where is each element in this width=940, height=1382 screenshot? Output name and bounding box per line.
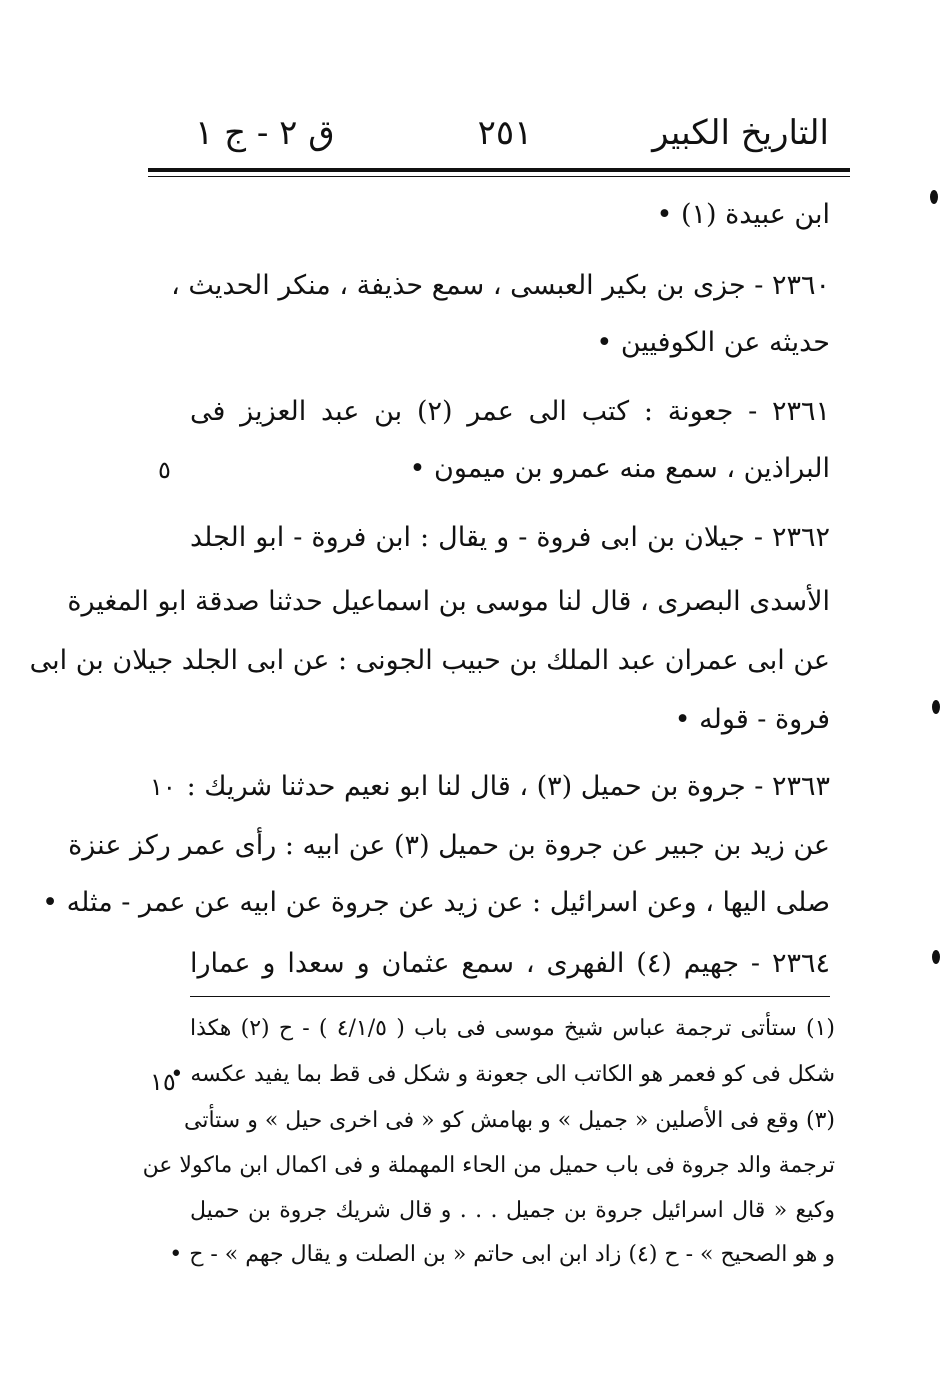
footnote-line: ترجمة والد جروة فى باب حميل من الحاء المهملة و فى اكمال ابن ماكولا عن bbox=[142, 1153, 835, 1178]
footnote-line: (٣) وقع فى الأصلين « جميل » و بهامش كو « فى اخرى حيل » و ستأتى bbox=[183, 1108, 835, 1133]
body-line: الأسدى البصرى ، قال لنا موسى بن اسماعيل حدثنا صدقة ابو المغيرة bbox=[67, 586, 830, 617]
running-title: التاريخ الكبير bbox=[652, 113, 829, 153]
scan-speck bbox=[932, 700, 940, 714]
entry-2361-line: ٢٣٦١ - جعونة : كتب الى عمر (٢) بن عبد العزيز فى bbox=[190, 396, 830, 427]
body-line: حديثه عن الكوفيين • bbox=[596, 327, 830, 358]
body-line: عن ابى عمران عبد الملك بن حبيب الجونى : عن ابى الجلد جيلان بن ابى bbox=[29, 645, 830, 676]
body-line: البراذين ، سمع منه عمرو بن ميمون • bbox=[409, 453, 830, 484]
body-line: فروة - قوله • bbox=[674, 704, 830, 735]
scan-speck bbox=[932, 950, 940, 964]
footnote-line: و هو الصحيح » - ح (٤) زاد ابن ابى حاتم « بن الصلت و يقال جهم » - ح • bbox=[169, 1242, 835, 1267]
entry-2360-line: ٢٣٦٠ - جزى بن بكير العبسى ، سمع حذيفة ، منكر الحديث ، bbox=[171, 270, 830, 301]
line-number-10: ١٠ bbox=[150, 773, 176, 801]
footnote-separator bbox=[190, 996, 830, 997]
header-rule bbox=[148, 168, 850, 172]
line-number-5: ٥ bbox=[158, 456, 171, 484]
body-line: صلى اليها ، وعن اسرائيل : عن زيد عن جروة عن ابيه عن عمر - مثله • bbox=[42, 887, 830, 918]
footnote-line: شكل فى كو فعمر هو الكاتب الى جعونة و شكل فى قط بما يفيد عكسه • bbox=[170, 1062, 835, 1087]
body-line: ابن عبيدة (١) • bbox=[656, 199, 830, 230]
line-number-15: ١٥ bbox=[150, 1068, 176, 1096]
scan-speck bbox=[930, 190, 938, 204]
footnote-line: وكيع « قال اسرائيل جروة بن جميل . . . و قال شريك جروة بن حميل bbox=[190, 1198, 835, 1223]
entry-2364-line: ٢٣٦٤ - جهيم (٤) الفهرى ، سمع عثمان و سعدا و عمارا bbox=[190, 948, 830, 979]
entry-2363-line: ٢٣٦٣ - جروة بن حميل (٣) ، قال لنا ابو نعيم حدثنا شريك : bbox=[186, 771, 830, 802]
body-line: عن زيد بن جبير عن جروة بن حميل (٣) عن ابيه : رأى عمر ركز عنزة bbox=[68, 830, 830, 861]
entry-2362-line: ٢٣٦٢ - جيلان بن ابى فروة - و يقال : ابن فروة - ابو الجلد bbox=[190, 522, 830, 553]
page-number: ٢٥١ bbox=[477, 113, 533, 153]
footnote-line: (١) ستأتى ترجمة عباس شيخ موسى فى باب ( ٤/١/٥ ) - ح (٢) هكذا bbox=[190, 1016, 835, 1041]
header-rule-thin bbox=[148, 176, 850, 177]
volume-marker: ق ٢ - ج ١ bbox=[195, 113, 335, 153]
